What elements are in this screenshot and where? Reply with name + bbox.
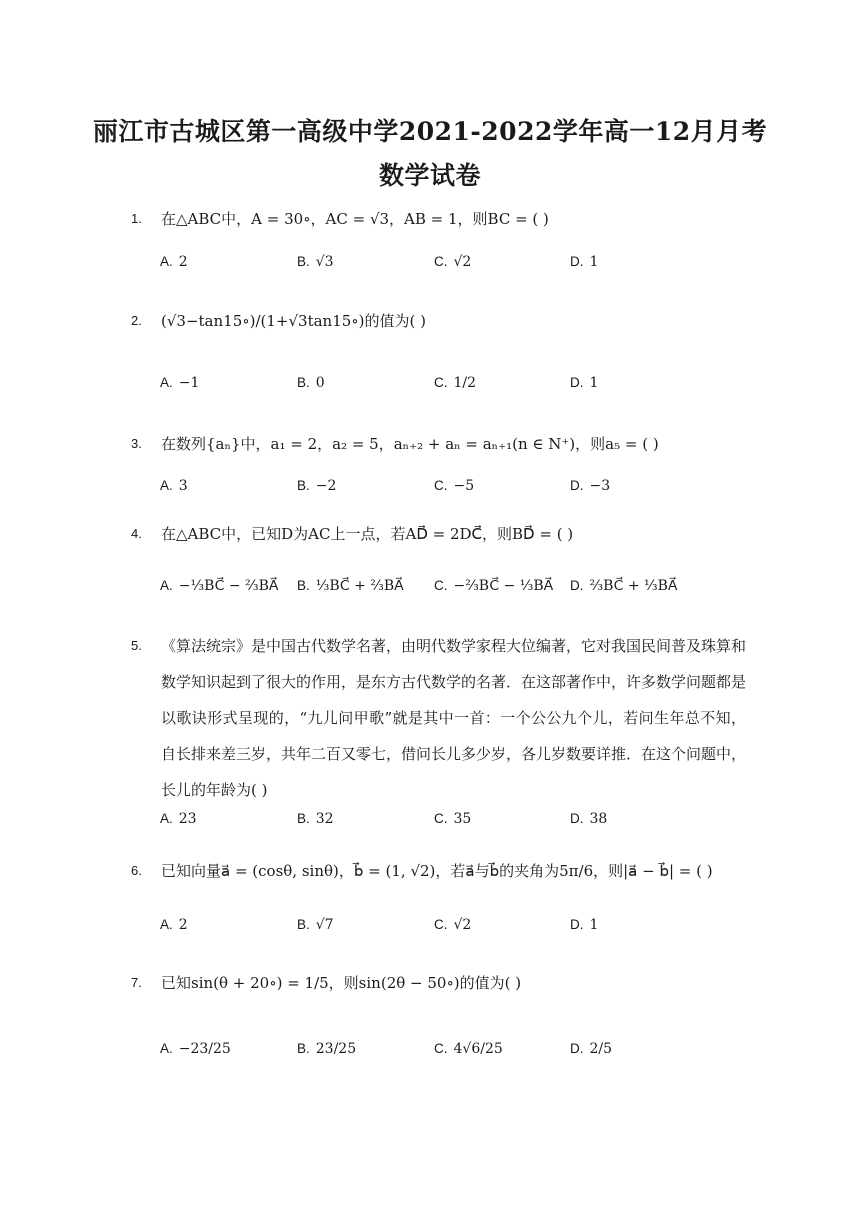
option-a: A. 23 [160,811,197,827]
options-1 [160,254,720,278]
options-5 [160,811,720,835]
question-number: 5. [131,638,142,653]
option-b: B. ⅓BC⃗ + ⅔BA⃗ [297,578,404,594]
exam-subtitle: 数学试卷 [378,161,481,190]
option-c: C. −⅔BC⃗ − ⅓BA⃗ [434,578,554,594]
option-b: B. 32 [297,811,334,827]
option-a: A. −⅓BC⃗ − ⅔BA⃗ [160,578,279,594]
option-d: D. −3 [570,478,611,494]
options-2 [160,375,720,399]
question-number: 3. [131,436,142,451]
option-a: A. 3 [160,478,188,494]
option-d: D. ⅔BC⃗ + ⅓BA⃗ [570,578,678,594]
option-b: B. 0 [297,375,325,391]
option-b: B. −2 [297,478,337,494]
option-d: D. 1 [570,254,599,270]
question-number: 1. [131,211,142,226]
option-c: C. 4√6/25 [434,1041,503,1057]
question-stem: 在△ABC中，已知D为AC上一点，若AD⃗ = 2DC⃗，则BD⃗ = ( ) [161,525,574,543]
option-a: A. 2 [160,254,188,270]
option-c: C. −5 [434,478,475,494]
question-stem: 已知sin(θ + 20∘) = 1/5，则sin(2θ − 50∘)的值为( ) [161,974,522,992]
question-stem: 在数列{aₙ}中，a₁ = 2，a₂ = 5，aₙ₊₂ + aₙ = aₙ₊₁(n ∈ N⁺)，则a₅ = ( ) [161,435,659,453]
options-4 [160,578,720,602]
option-c: C. √2 [434,254,472,270]
option-d: D. 38 [570,811,608,827]
option-a: A. −23/25 [160,1041,231,1057]
option-c: C. 1/2 [434,375,477,391]
question-number: 6. [131,863,142,878]
options-3 [160,478,720,502]
option-d: D. 1 [570,375,599,391]
question-stem: 《算法统宗》是中国古代数学名著，由明代数学家程大位编著，它对我国民间普及珠算和数学知识起到了很大的作用，是东方古代数学的名著．在这部著作中，许多数学问题都是以歌诀形式呈现的，“九儿问甲歌”就是其中一首：一个公公九个儿，若问生年总不知，自长排来差三岁，共年二百又零七，借问长儿多少岁，各儿岁数要详推．在这个问题中，长儿的年龄为( ) [161,637,747,799]
option-d: D. 1 [570,917,599,933]
option-c: C. √2 [434,917,472,933]
question-stem: 在△ABC中，A = 30∘，AC = √3，AB = 1，则BC = ( ) [161,210,549,228]
option-b: B. √3 [297,254,334,270]
exam-title: 丽江市古城区第一高级中学2021-2022学年高一12月月考 [92,117,768,146]
option-c: C. 35 [434,811,472,827]
options-7 [160,1041,720,1065]
question-number: 7. [131,975,142,990]
option-a: A. −1 [160,375,200,391]
options-6 [160,917,720,941]
question-number: 4. [131,526,142,541]
question-stem: (√3−tan15∘)/(1+√3tan15∘)的值为( ) [161,312,426,330]
option-d: D. 2/5 [570,1041,613,1057]
question-stem: 已知向量a⃗ = (cosθ, sinθ)，b⃗ = (1, √2)，若a⃗与b⃗的夹角为5π/6，则|a⃗ − b⃗| = ( ) [161,862,713,880]
question-number: 2. [131,313,142,328]
option-b: B. √7 [297,917,334,933]
option-b: B. 23/25 [297,1041,357,1057]
option-a: A. 2 [160,917,188,933]
